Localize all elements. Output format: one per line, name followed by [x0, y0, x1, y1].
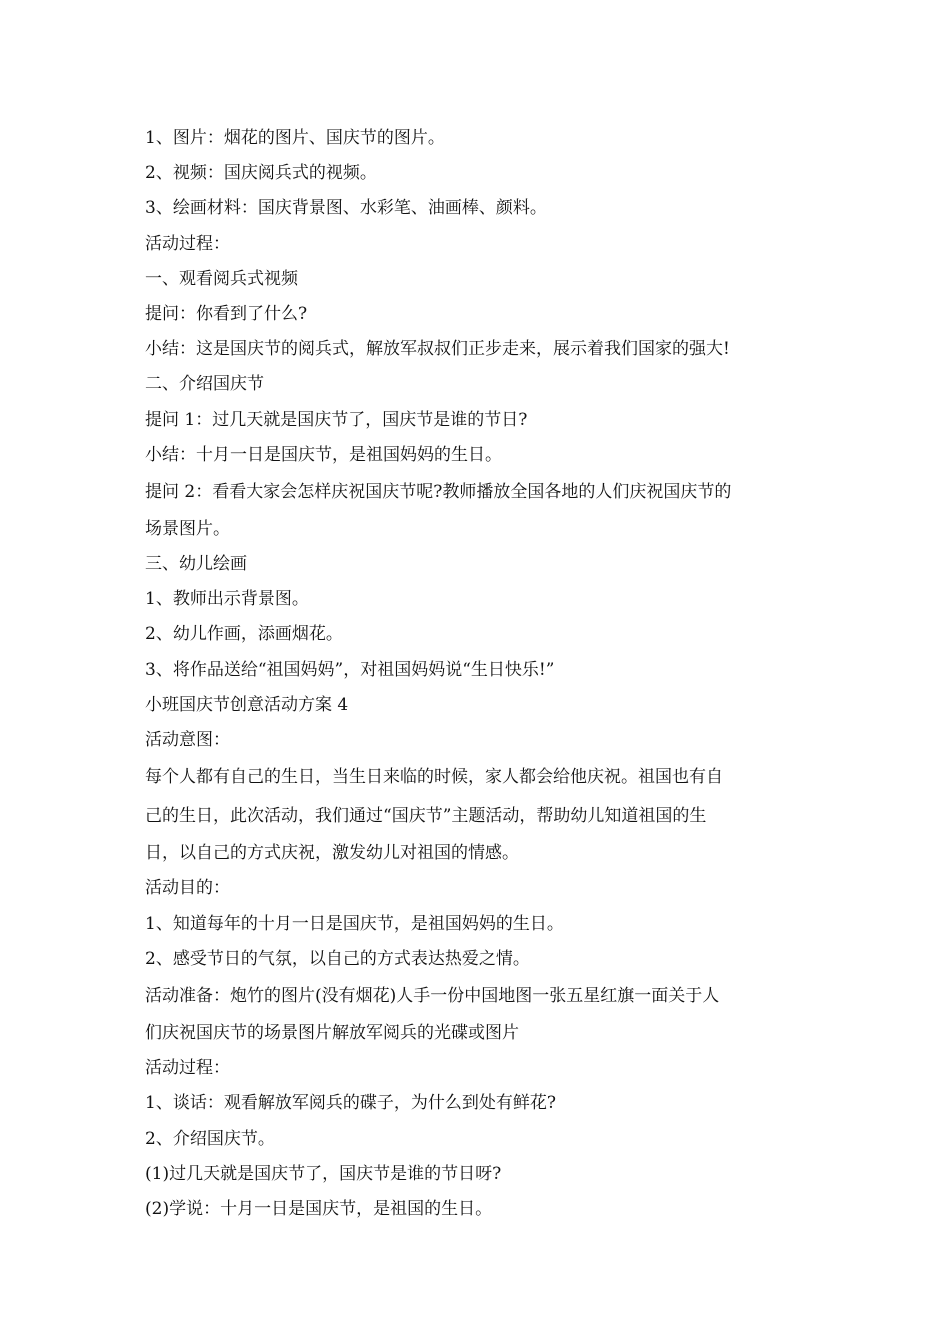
document-body [145, 121, 810, 1227]
paragraph [145, 1157, 810, 1192]
text-line: 活动过程： [145, 233, 230, 254]
text-line: 提问 1：过几天就是国庆节了，国庆节是谁的节日? [145, 409, 528, 430]
paragraph [145, 1122, 810, 1157]
text-line: 小结：十月一日是国庆节，是祖国妈妈的生日。 [145, 444, 502, 465]
paragraph [145, 871, 810, 906]
paragraph [145, 1086, 810, 1121]
text-line: (1)过几天就是国庆节了，国庆节是谁的节日呀? [145, 1163, 502, 1184]
text-line: 一、观看阅兵式视频 [145, 268, 298, 289]
paragraph [145, 723, 810, 758]
paragraph [145, 227, 810, 262]
paragraph [145, 438, 810, 473]
text-line: 提问：你看到了什么? [145, 303, 308, 324]
text-line: 提问 2：看看大家会怎样庆祝国庆节呢?教师播放全国各地的人们庆祝国庆节的 [145, 481, 732, 502]
text-line: 2、介绍国庆节。 [145, 1128, 275, 1149]
text-line: 活动过程： [145, 1058, 230, 1079]
paragraph [145, 907, 810, 942]
paragraph [145, 297, 810, 332]
text-line: 3、绘画材料：国庆背景图、水彩笔、油画棒、颜料。 [145, 198, 547, 219]
paragraph [145, 653, 810, 688]
text-line: 活动准备：炮竹的图片(没有烟花)人手一份中国地图一张五星红旗一面关于人 [145, 985, 720, 1006]
text-line: 们庆祝国庆节的场景图片解放军阅兵的光碟或图片 [145, 1022, 519, 1043]
text-line: 每个人都有自己的生日，当生日来临的时候，家人都会给他庆祝。祖国也有自 [145, 767, 723, 788]
text-line: 3、将作品送给“祖国妈妈”，对祖国妈妈说“生日快乐!” [145, 659, 555, 680]
text-line: 1、图片：烟花的图片、国庆节的图片。 [145, 128, 445, 148]
text-line: 场景图片。 [145, 518, 230, 539]
paragraph [145, 332, 810, 367]
paragraph [145, 688, 810, 723]
text-line: 2、视频：国庆阅兵式的视频。 [145, 163, 377, 184]
paragraph [145, 547, 810, 582]
text-line: 1、教师出示背景图。 [145, 589, 309, 610]
text-line: 1、谈话：观看解放军阅兵的碟子，为什么到处有鲜花? [145, 1093, 556, 1114]
paragraph [145, 1051, 810, 1086]
text-line: 2、感受节日的气氛，以自己的方式表达热爱之情。 [145, 948, 530, 969]
text-line: 活动目的： [145, 878, 230, 899]
paragraph [145, 617, 810, 652]
paragraph [145, 403, 810, 438]
paragraph [145, 942, 810, 977]
paragraph [145, 156, 810, 191]
paragraph [145, 1192, 810, 1227]
paragraph [145, 262, 810, 297]
text-line: (2)学说：十月一日是国庆节，是祖国的生日。 [145, 1198, 493, 1219]
paragraph [145, 191, 810, 226]
text-line: 日，以自己的方式庆祝，激发幼儿对祖国的情感。 [145, 843, 519, 864]
text-line: 1、知道每年的十月一日是国庆节，是祖国妈妈的生日。 [145, 913, 564, 934]
paragraph [145, 473, 810, 547]
text-line: 二、介绍国庆节 [145, 374, 264, 395]
text-line: 己的生日，此次活动，我们通过“国庆节”主题活动，帮助幼儿知道祖国的生 [145, 806, 707, 827]
paragraph [145, 367, 810, 402]
text-line: 小班国庆节创意活动方案 4 [145, 694, 349, 715]
text-line: 小结：这是国庆节的阅兵式，解放军叔叔们正步走来，展示着我们国家的强大! [145, 339, 730, 360]
paragraph [145, 758, 810, 871]
paragraph [145, 121, 810, 156]
text-line: 三、幼儿绘画 [145, 554, 247, 575]
paragraph [145, 582, 810, 617]
text-line: 活动意图： [145, 730, 230, 750]
paragraph [145, 977, 810, 1051]
text-line: 2、幼儿作画，添画烟花。 [145, 624, 343, 645]
